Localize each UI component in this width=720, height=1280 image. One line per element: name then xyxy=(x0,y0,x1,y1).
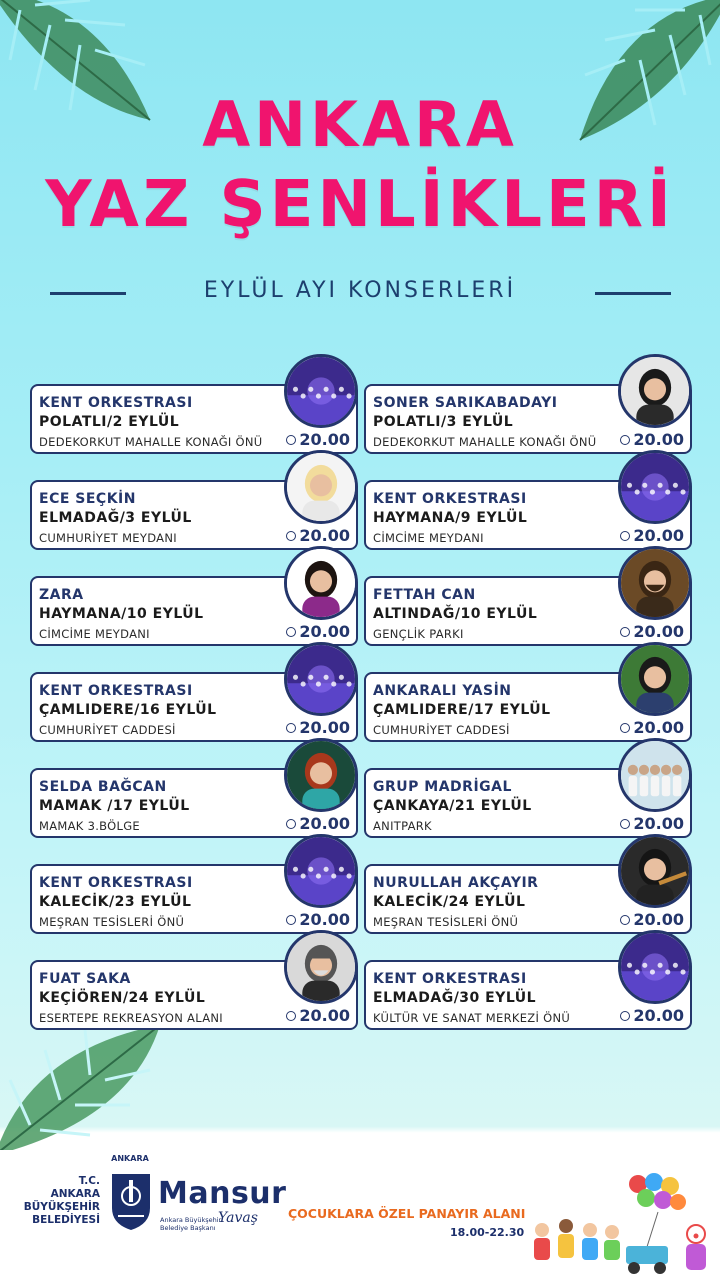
event-venue: CUMHURİYET CADDESİ xyxy=(373,723,510,737)
artist-name: GRUP MADRİGAL xyxy=(373,779,512,795)
event-time-text: 20.00 xyxy=(299,622,350,641)
artist-name: KENT ORKESTRASI xyxy=(39,875,193,891)
clock-icon xyxy=(620,435,630,445)
municipality-line-1: T.C. xyxy=(78,1175,100,1187)
kids-balloons-illustration xyxy=(528,1172,716,1276)
artist-name: ECE SEÇKİN xyxy=(39,491,136,507)
event-venue: CİMCİME MEYDANI xyxy=(373,531,484,545)
event-time xyxy=(620,526,684,545)
artist-name: KENT ORKESTRASI xyxy=(39,395,193,411)
clock-icon xyxy=(620,531,630,541)
event-venue: KÜLTÜR VE SANAT MERKEZİ ÖNÜ xyxy=(373,1011,571,1025)
clock-icon xyxy=(620,723,630,733)
clock-icon xyxy=(286,819,296,829)
palm-leaf-bottom-left xyxy=(0,1010,170,1150)
clock-icon xyxy=(286,435,296,445)
clock-icon xyxy=(620,915,630,925)
event-location-date: ÇAMLIDERE/16 EYLÜL xyxy=(39,702,217,718)
clock-icon xyxy=(620,819,630,829)
artist-photo xyxy=(618,930,692,1004)
subtitle: EYLÜL AYI KONSERLERİ xyxy=(203,278,517,303)
event-time xyxy=(620,1006,684,1025)
artist-name: FETTAH CAN xyxy=(373,587,476,603)
event-location-date: KEÇİÖREN/24 EYLÜL xyxy=(39,990,206,1006)
emblem-caption: ANKARA xyxy=(111,1154,149,1163)
clock-icon xyxy=(286,627,296,637)
event-location-date: MAMAK /17 EYLÜL xyxy=(39,798,190,814)
event-time-text: 20.00 xyxy=(633,814,684,833)
fair-hours: 18.00-22.30 xyxy=(450,1226,525,1239)
event-location-date: HAYMANA/9 EYLÜL xyxy=(373,510,528,526)
event-time xyxy=(286,622,350,641)
artist-name: KENT ORKESTRASI xyxy=(373,971,527,987)
event-venue: MEŞRAN TESİSLERİ ÖNÜ xyxy=(373,915,519,929)
artist-name: ZARA xyxy=(39,587,84,603)
event-venue: CİMCİME MEYDANI xyxy=(39,627,150,641)
municipality-name xyxy=(22,1175,100,1227)
event-location-date: ÇAMLIDERE/17 EYLÜL xyxy=(373,702,551,718)
event-time xyxy=(286,526,350,545)
event-time-text: 20.00 xyxy=(299,718,350,737)
event-time xyxy=(620,910,684,929)
artist-name: NURULLAH AKÇAYIR xyxy=(373,875,539,891)
event-venue: MAMAK 3.BÖLGE xyxy=(39,819,140,833)
event-time-text: 20.00 xyxy=(299,814,350,833)
municipality-emblem-icon xyxy=(108,1168,154,1232)
event-location-date: ALTINDAĞ/10 EYLÜL xyxy=(373,606,538,622)
event-time-text: 20.00 xyxy=(299,1006,350,1025)
event-time-text: 20.00 xyxy=(633,910,684,929)
clock-icon xyxy=(620,627,630,637)
event-time-text: 20.00 xyxy=(299,910,350,929)
artist-photo xyxy=(618,546,692,620)
event-venue: ESERTEPE REKREASYON ALANI xyxy=(39,1011,223,1025)
event-time-text: 20.00 xyxy=(299,430,350,449)
title-line-2: YAZ ŞENLİKLERİ xyxy=(45,168,675,242)
event-venue: DEDEKORKUT MAHALLE KONAĞI ÖNÜ xyxy=(373,435,597,449)
artist-photo xyxy=(618,834,692,908)
artist-photo xyxy=(284,834,358,908)
event-time xyxy=(286,430,350,449)
artist-name: SELDA BAĞCAN xyxy=(39,779,167,795)
event-location-date: KALECİK/24 EYLÜL xyxy=(373,894,526,910)
artist-photo xyxy=(284,450,358,524)
event-time xyxy=(620,718,684,737)
event-time-text: 20.00 xyxy=(633,718,684,737)
artist-photo xyxy=(284,546,358,620)
artist-name: KENT ORKESTRASI xyxy=(373,491,527,507)
event-venue: ANITPARK xyxy=(373,819,432,833)
clock-icon xyxy=(286,915,296,925)
clock-icon xyxy=(286,723,296,733)
artist-photo xyxy=(618,354,692,428)
event-venue: CUMHURİYET CADDESİ xyxy=(39,723,176,737)
event-time-text: 20.00 xyxy=(633,1006,684,1025)
subtitle-row xyxy=(0,278,720,308)
title-line-1: ANKARA xyxy=(202,88,518,161)
event-venue: CUMHURİYET MEYDANI xyxy=(39,531,177,545)
artist-name: FUAT SAKA xyxy=(39,971,131,987)
artist-name: KENT ORKESTRASI xyxy=(39,683,193,699)
event-venue: GENÇLİK PARKI xyxy=(373,627,464,641)
event-location-date: POLATLI/2 EYLÜL xyxy=(39,414,180,430)
artist-photo xyxy=(284,642,358,716)
event-venue: DEDEKORKUT MAHALLE KONAĞI ÖNÜ xyxy=(39,435,263,449)
event-location-date: POLATLI/3 EYLÜL xyxy=(373,414,514,430)
event-time-text: 20.00 xyxy=(299,526,350,545)
subtitle-divider-right xyxy=(595,292,671,295)
event-time xyxy=(620,622,684,641)
artist-photo xyxy=(618,642,692,716)
artist-photo xyxy=(284,930,358,1004)
event-time-text: 20.00 xyxy=(633,622,684,641)
event-venue: MEŞRAN TESİSLERİ ÖNÜ xyxy=(39,915,185,929)
municipality-line-4: BELEDİYESİ xyxy=(32,1214,100,1226)
event-time xyxy=(286,718,350,737)
event-location-date: ELMADAĞ/30 EYLÜL xyxy=(373,990,537,1006)
event-time xyxy=(286,1006,350,1025)
event-time xyxy=(286,814,350,833)
clock-icon xyxy=(286,1011,296,1021)
footer xyxy=(0,1150,720,1280)
event-location-date: ELMADAĞ/3 EYLÜL xyxy=(39,510,192,526)
artist-name: SONER SARIKABADAYI xyxy=(373,395,558,411)
artist-name: ANKARALI YASİN xyxy=(373,683,512,699)
clock-icon xyxy=(620,1011,630,1021)
municipality-line-3: BÜYÜKŞEHİR xyxy=(23,1201,100,1213)
event-time xyxy=(620,430,684,449)
municipality-line-2: ANKARA xyxy=(50,1188,100,1200)
artist-photo xyxy=(618,738,692,812)
event-time xyxy=(286,910,350,929)
event-time-text: 20.00 xyxy=(633,526,684,545)
event-location-date: ÇANKAYA/21 EYLÜL xyxy=(373,798,532,814)
clock-icon xyxy=(286,531,296,541)
mayor-name: Mansur xyxy=(158,1176,287,1211)
artist-photo xyxy=(284,738,358,812)
artist-photo xyxy=(618,450,692,524)
event-time-text: 20.00 xyxy=(633,430,684,449)
event-time xyxy=(620,814,684,833)
event-location-date: HAYMANA/10 EYLÜL xyxy=(39,606,204,622)
mayor-surname: Yavaş xyxy=(218,1210,258,1226)
fair-title: ÇOCUKLARA ÖZEL PANAYIR ALANI xyxy=(288,1206,526,1221)
artist-photo xyxy=(284,354,358,428)
mayor-title: Ankara Büyükşehir Belediye Başkanı xyxy=(160,1216,222,1232)
event-location-date: KALECİK/23 EYLÜL xyxy=(39,894,192,910)
